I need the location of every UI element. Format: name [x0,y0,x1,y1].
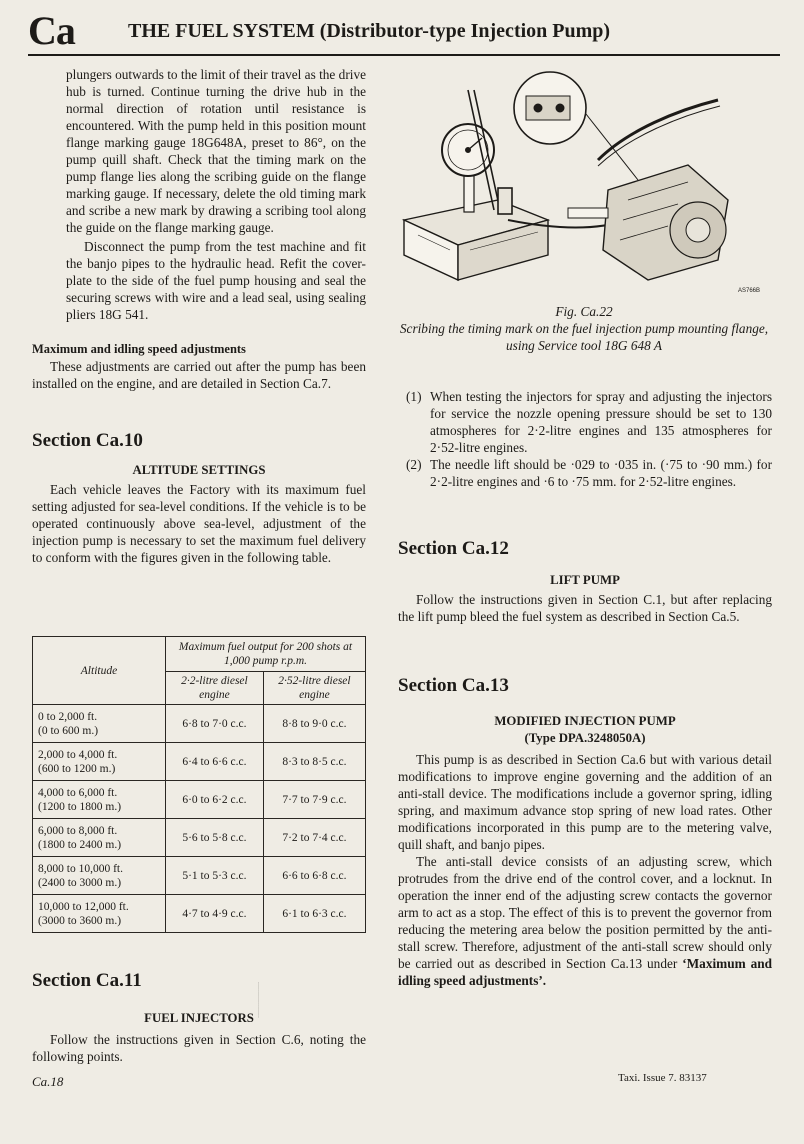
table-row [33,743,366,781]
paragraph-anti-stall: The anti-stall device consists of an adjusting screw, which protrudes from the drive end of the control cover, and a locknut. In operation the inner end of the adjusting screw contacts the governor arm to act as a stop. The effect of this is to prevent the governor from reducing the metering area below the position permitted by the anti-stall screw. Therefore, adjustment of the anti-stall screw should only be carried out as described in Section Ca.13 under ‘Maximum and idling speed adjustments’. [398,854,773,988]
table-row [33,705,366,743]
figure-reference: AS766B [738,288,761,294]
figure-caption [398,303,770,354]
output-252-cell: 6·6 to 6·8 c.c. [263,857,365,895]
altitude-cell: 4,000 to 6,000 ft. (1200 to 1800 m.) [33,781,166,819]
injector-notes-list [398,388,772,490]
section-ca10-title: Section Ca.10 [32,430,143,451]
section-code: Ca [28,8,75,53]
figure-fuel-pump-illustration [398,70,770,298]
table-row [33,895,366,933]
section-ca11-title: Section Ca.11 [32,970,142,991]
output-22-cell: 5·6 to 5·8 c.c. [166,819,264,857]
page-title: THE FUEL SYSTEM (Distributor-type Injection Pump) [128,20,611,42]
table-header-altitude: Altitude [33,637,166,705]
output-22-cell: 5·1 to 5·3 c.c. [166,857,264,895]
output-22-cell: 6·0 to 6·2 c.c. [166,781,264,819]
altitude-cell: 8,000 to 10,000 ft. (2400 to 3000 m.) [33,857,166,895]
figure-caption-text: Scribing the timing mark on the fuel injection pump mounting flange, using Service tool 18G 648 A [399,321,769,353]
paragraph-lift-pump: Follow the instructions given in Section C.1, but after replacing the lift pump bleed the fuel system as described in Section Ca.5. [398,592,772,624]
left-column [32,66,366,566]
fuel-injectors-heading: FUEL INJECTORS [144,1011,254,1025]
altitude-cell: 6,000 to 8,000 ft. (1800 to 2400 m.) [33,819,166,857]
page-header [28,8,780,56]
paragraph-speed: These adjustments are carried out after the pump has been installed on the engine, and are detailed in Section Ca.7. [32,359,366,391]
output-22-cell: 6·4 to 6·6 c.c. [166,743,264,781]
lift-pump-heading: LIFT PUMP [550,573,620,587]
table-header-group: Maximum fuel output for 200 shots at 1,000 pump r.p.m. [166,637,366,672]
left-column-lower [32,970,366,1065]
altitude-cell: 0 to 2,000 ft. (0 to 600 m.) [33,705,166,743]
altitude-cell: 2,000 to 4,000 ft. (600 to 1200 m.) [33,743,166,781]
paragraph-altitude: Each vehicle leaves the Factory with its maximum fuel setting adjusted for sea-level conditions. If the vehicle is to be operated continuously above sea-level, adjustment of the injection pump is necessary to set the maximum fuel delivery to conform with the figures given in the following table. [32,482,366,565]
list-item: (1) When testing the injectors for spray and adjusting the injectors for service the nozzle opening pressure should be set to 130 atmospheres for 2·2-litre engines and 135 atmospheres for 2·52-litre engines. [406,389,772,455]
output-252-cell: 8·8 to 9·0 c.c. [263,705,365,743]
paragraph-injectors: Follow the instructions given in Section C.6, noting the following points. [32,1032,366,1064]
modified-pump-type: (Type DPA.3248050A) [524,731,646,745]
injection-pump-icon [568,165,728,280]
output-22-cell: 4·7 to 4·9 c.c. [166,895,264,933]
paragraph-modified-pump: This pump is as described in Section Ca.6 but with various detail modifications to improve engine governing and the addition of an anti-stall device. The modifications include a governor spring, idling spring, and maximum advance stop spring of new load rates. Other modifications incorporated in this pump are to the metering valve, quill shaft, and banjo pipes. [398,752,772,852]
section-ca12-title: Section Ca.12 [398,538,509,559]
altitude-settings-heading: ALTITUDE SETTINGS [132,463,266,477]
right-column [398,388,772,989]
output-252-cell: 7·2 to 7·4 c.c. [263,819,365,857]
output-22-cell: 6·8 to 7·0 c.c. [166,705,264,743]
figure-label: Fig. Ca.22 [555,304,613,319]
margin-mark [258,982,259,1018]
paragraph-disconnect: Disconnect the pump from the test machine and fit the banjo pipes to the hydraulic head. Refit the cover-plate to the side of the fuel pump housing and seal the securing screws with wire and a lead seal, using sealing pliers 18G 541. [66,239,366,322]
table-header-252: 2·52-litre diesel engine [263,672,365,705]
output-252-cell: 8·3 to 8·5 c.c. [263,743,365,781]
test-machine-icon [404,200,548,280]
output-252-cell: 6·1 to 6·3 c.c. [263,895,365,933]
table-row [33,781,366,819]
table-row [33,819,366,857]
paragraph-continued: plungers outwards to the limit of their travel as the drive hub is turned. Continue turning the drive hub in the normal direction of rotation until resistance is encountered. With the pump held in this position mount flange marking gauge 18G648A, preset to 86°, on the pump quill shaft. Check that the timing mark on the pump flange lies along the scribing guide on the flange marking gauge. If necessary, delete the old timing mark and scribe a new mark by drawing a scribing tool along the guide on the flange marking gauge. [66,67,366,235]
detail-inset-icon [514,72,638,180]
pressure-gauge-icon [442,124,494,212]
table-row [33,857,366,895]
bold-reference: ‘Maximum and idling speed adjustments’. [398,956,773,988]
altitude-cell: 10,000 to 12,000 ft. (3000 to 3600 m.) [33,895,166,933]
page-number: Ca.18 [32,1074,64,1089]
table-header-22: 2·2-litre diesel engine [166,672,264,705]
modified-pump-heading: MODIFIED INJECTION PUMP [494,714,676,728]
list-item: (2) The needle lift should be ·029 to ·035 in. (·75 to ·90 mm.) for 2·2-litre engines and ·6 to ·75 mm. for 2·52-litre engines. [406,457,772,489]
subhead-speed-adjustments: Maximum and idling speed adjustments [32,342,246,356]
altitude-fuel-table [32,636,366,933]
issue-info: Taxi. Issue 7. 83137 [618,1072,707,1084]
output-252-cell: 7·7 to 7·9 c.c. [263,781,365,819]
section-ca13-title: Section Ca.13 [398,675,509,696]
